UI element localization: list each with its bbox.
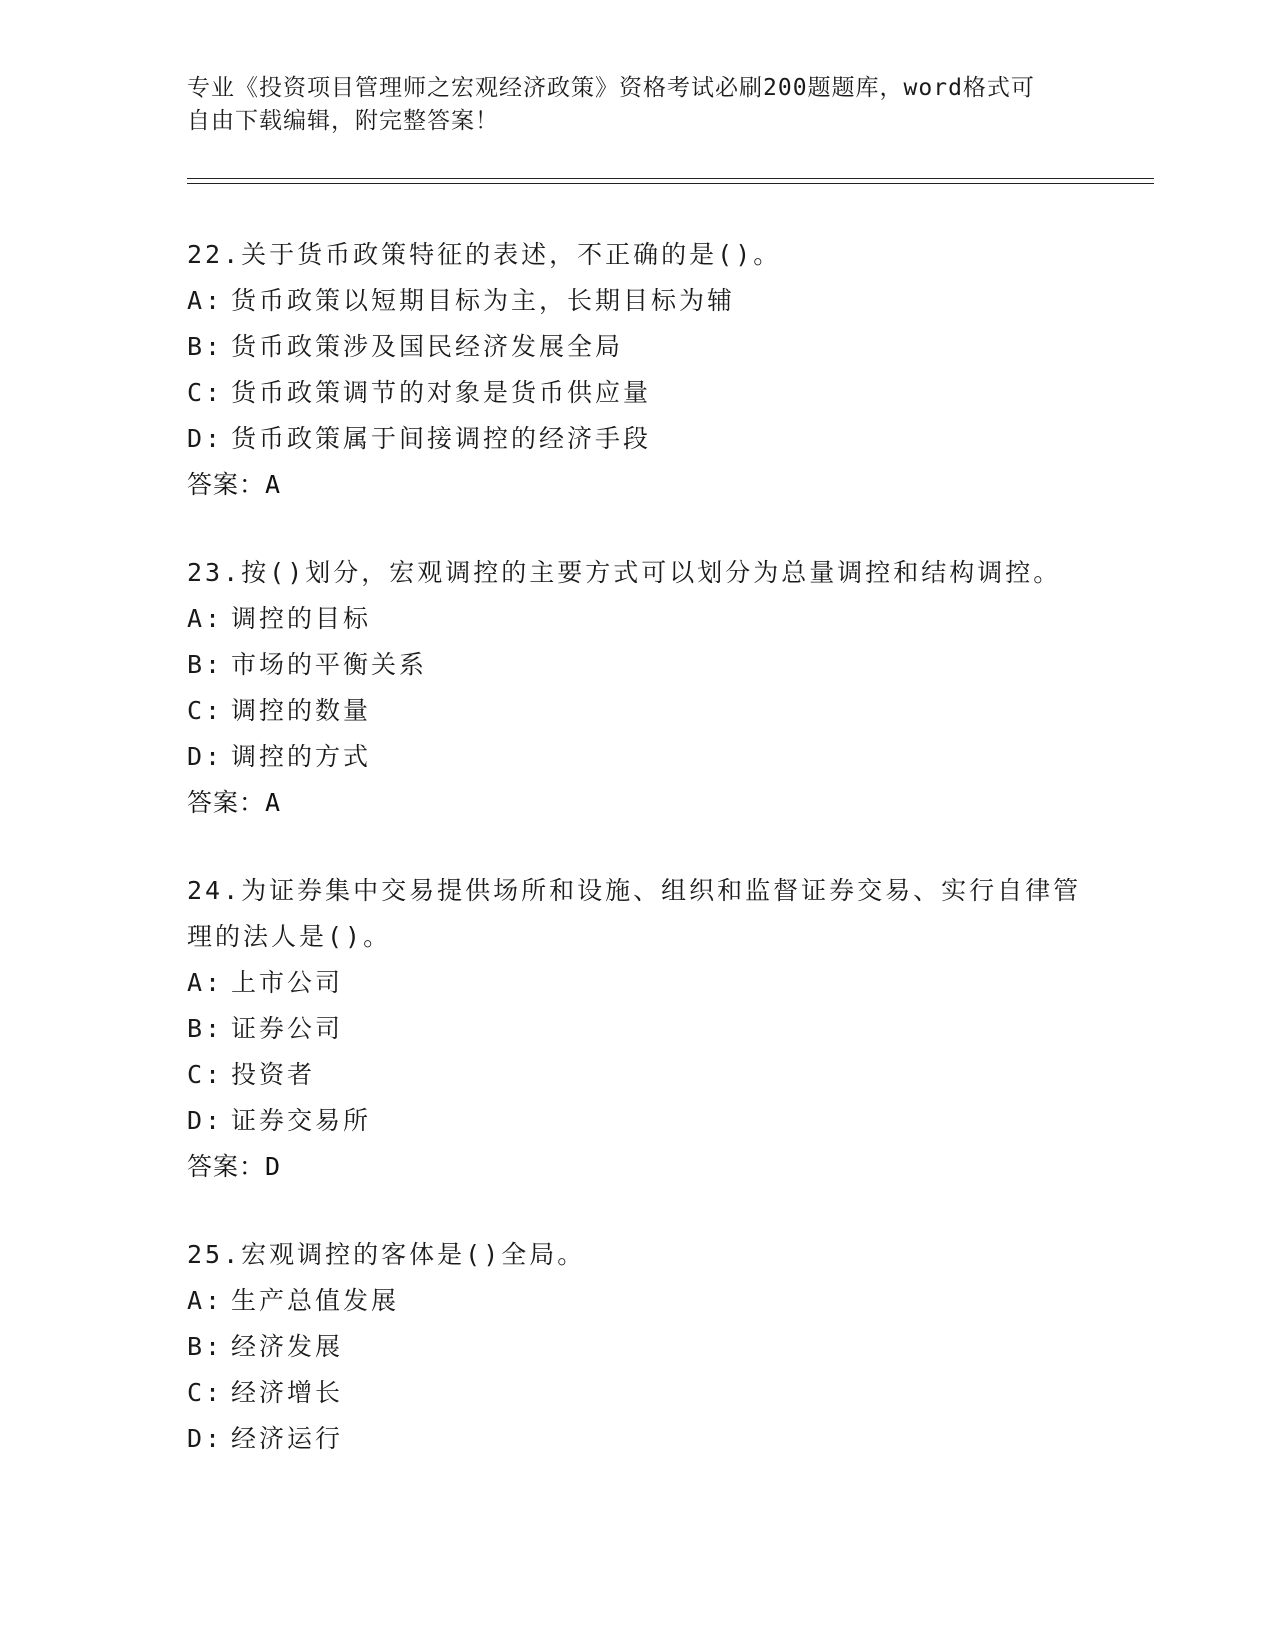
option-b (187, 642, 1087, 688)
answer-line (187, 462, 1087, 508)
option-text: 货币政策涉及国民经济发展全局 (231, 332, 624, 361)
option-letter: B: (187, 332, 224, 361)
answer-label: 答案： (187, 1152, 266, 1181)
option-text: 调控的数量 (231, 696, 372, 725)
option-letter: D: (187, 1106, 224, 1135)
option-letter: C: (187, 1378, 224, 1407)
answer-value: A (265, 470, 282, 499)
option-letter: C: (187, 1060, 224, 1089)
option-letter: A: (187, 968, 224, 997)
question-stem: 25.宏观调控的客体是()全局。 (187, 1240, 586, 1269)
option-text: 市场的平衡关系 (231, 650, 428, 679)
option-text: 调控的目标 (231, 604, 372, 633)
header-divider-top (187, 178, 1154, 179)
option-b (187, 324, 1087, 370)
answer-value: A (265, 788, 282, 817)
option-letter: B: (187, 1014, 224, 1043)
option-text: 上市公司 (231, 968, 344, 997)
option-d (187, 1098, 1087, 1144)
option-c (187, 688, 1087, 734)
option-a (187, 596, 1087, 642)
question-stem: 24.为证券集中交易提供场所和设施、组织和监督证券交易、实行自律管理的法人是()。 (187, 876, 1082, 951)
option-a (187, 1278, 1087, 1324)
option-letter: C: (187, 696, 224, 725)
answer-label: 答案： (187, 788, 266, 817)
option-d (187, 416, 1087, 462)
question-stem: 22.关于货币政策特征的表述，不正确的是()。 (187, 240, 782, 269)
option-letter: D: (187, 424, 224, 453)
option-text: 货币政策以短期目标为主，长期目标为辅 (231, 286, 736, 315)
question-22 (187, 232, 1087, 508)
option-letter: D: (187, 742, 224, 771)
option-a (187, 960, 1087, 1006)
option-text: 调控的方式 (231, 742, 372, 771)
option-c (187, 370, 1087, 416)
option-letter: A: (187, 1286, 224, 1315)
header-line-2: 自由下载编辑，附完整答案！ (187, 108, 499, 134)
document-header (187, 72, 1087, 138)
option-text: 经济运行 (231, 1424, 344, 1453)
option-text: 投资者 (231, 1060, 316, 1089)
option-text: 经济增长 (231, 1378, 344, 1407)
option-c (187, 1370, 1087, 1416)
option-text: 货币政策调节的对象是货币供应量 (231, 378, 652, 407)
answer-label: 答案： (187, 470, 266, 499)
option-a (187, 278, 1087, 324)
option-b (187, 1006, 1087, 1052)
option-text: 经济发展 (231, 1332, 344, 1361)
header-divider-bottom (187, 183, 1154, 184)
answer-value: D (265, 1152, 282, 1181)
option-d (187, 1416, 1087, 1462)
option-d (187, 734, 1087, 780)
header-line-1: 专业《投资项目管理师之宏观经济政策》资格考试必刷200题题库，word格式可 (187, 75, 1035, 101)
answer-line (187, 1144, 1087, 1190)
option-text: 生产总值发展 (231, 1286, 400, 1315)
question-stem: 23.按()划分，宏观调控的主要方式可以划分为总量调控和结构调控。 (187, 558, 1062, 587)
option-letter: D: (187, 1424, 224, 1453)
option-text: 证券公司 (231, 1014, 344, 1043)
question-24 (187, 868, 1087, 1190)
option-letter: B: (187, 1332, 224, 1361)
option-c (187, 1052, 1087, 1098)
question-25 (187, 1232, 1087, 1462)
answer-line (187, 780, 1087, 826)
question-23 (187, 550, 1087, 826)
option-letter: B: (187, 650, 224, 679)
option-letter: C: (187, 378, 224, 407)
option-letter: A: (187, 604, 224, 633)
option-b (187, 1324, 1087, 1370)
option-text: 货币政策属于间接调控的经济手段 (231, 424, 652, 453)
option-text: 证券交易所 (231, 1106, 372, 1135)
option-letter: A: (187, 286, 224, 315)
